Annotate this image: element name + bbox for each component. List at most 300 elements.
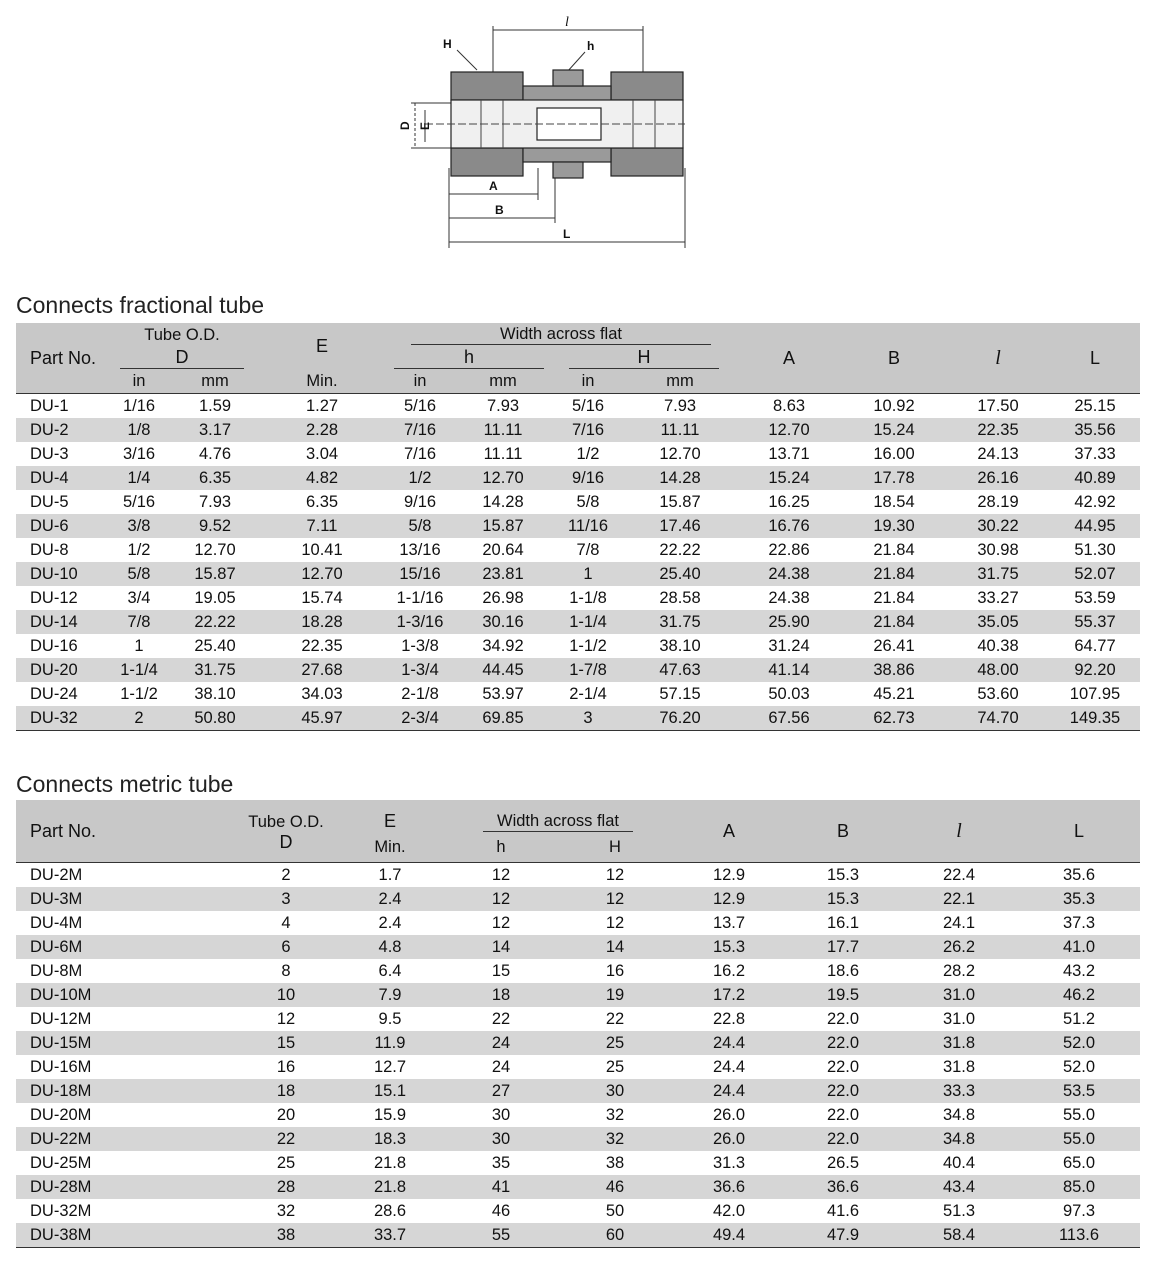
value-cell: 52.0 <box>1062 1057 1096 1076</box>
value-cell: 21.84 <box>873 588 915 607</box>
value-cell: 53.5 <box>1018 1079 1140 1103</box>
value-cell: 6 <box>236 935 336 959</box>
value-cell: 15.24 <box>736 466 842 490</box>
value-cell: 41.0 <box>1018 935 1140 959</box>
value-cell: 15.74 <box>301 588 343 607</box>
value-cell: 36.6 <box>672 1175 786 1199</box>
value-cell: 28.58 <box>659 588 701 607</box>
value-cell: 12 <box>558 887 672 911</box>
value-cell: 37.3 <box>1062 913 1096 932</box>
value-cell: 60 <box>558 1223 672 1248</box>
value-cell: 31.75 <box>172 658 258 682</box>
table-row <box>16 1223 1140 1248</box>
value-cell: 7.11 <box>258 514 386 538</box>
part-number-cell: DU-28M <box>16 1175 236 1199</box>
value-cell: 1/2 <box>576 444 600 463</box>
value-cell: 24.38 <box>768 588 810 607</box>
value-cell: 3/4 <box>127 588 151 607</box>
table-row <box>16 634 1140 658</box>
part-number-cell: DU-25M <box>30 1153 92 1172</box>
value-cell: 23.81 <box>454 562 552 586</box>
part-number-cell: DU-3 <box>30 444 69 463</box>
value-cell: 25.40 <box>624 562 736 586</box>
value-cell: 12.70 <box>659 444 701 463</box>
m-header-d: D <box>236 832 336 863</box>
value-cell: 43.4 <box>900 1175 1018 1199</box>
part-number-cell: DU-12 <box>30 588 78 607</box>
part-number-cell: DU-10M <box>16 983 236 1007</box>
value-cell: 1-3/8 <box>401 636 439 655</box>
value-cell: 1/8 <box>106 418 172 442</box>
value-cell: 26.98 <box>482 588 524 607</box>
value-cell: 47.63 <box>624 658 736 682</box>
value-cell: 3.04 <box>305 444 339 463</box>
table-row <box>16 1151 1140 1175</box>
value-cell: 12.7 <box>373 1057 407 1076</box>
value-cell: 15 <box>236 1031 336 1055</box>
metric-section-title: Connects metric tube <box>16 771 234 797</box>
table-row <box>16 394 1140 419</box>
dim-L-label: L <box>563 227 571 241</box>
value-cell: 45.97 <box>258 706 386 731</box>
value-cell: 58.4 <box>900 1223 1018 1248</box>
table-row <box>16 935 1140 959</box>
value-cell: 1.27 <box>305 396 339 415</box>
value-cell: 15.9 <box>373 1105 407 1124</box>
table-row <box>16 466 1140 490</box>
value-cell: 6.35 <box>172 466 258 490</box>
value-cell: 18.28 <box>258 610 386 634</box>
part-number-cell: DU-5 <box>30 492 69 511</box>
table-row <box>16 1199 1140 1223</box>
value-cell: 4.82 <box>258 466 386 490</box>
value-cell: 28.6 <box>373 1201 407 1220</box>
value-cell: 27 <box>444 1079 558 1103</box>
value-cell: 6.4 <box>378 961 402 980</box>
value-cell: 27.68 <box>258 658 386 682</box>
value-cell: 7/8 <box>106 610 172 634</box>
value-cell: 35.56 <box>1050 418 1140 442</box>
value-cell: 30.98 <box>977 540 1019 559</box>
value-cell: 2.4 <box>336 887 444 911</box>
table-row <box>16 490 1140 514</box>
value-cell: 15.3 <box>672 935 786 959</box>
part-number-cell: DU-1 <box>30 396 69 415</box>
value-cell: 24 <box>491 1057 511 1076</box>
dim-A-label: A <box>489 179 498 193</box>
header-d-in: in <box>106 369 172 394</box>
value-cell: 18.3 <box>336 1127 444 1151</box>
value-cell: 22.22 <box>659 540 701 559</box>
value-cell: 13.71 <box>768 444 810 463</box>
value-cell: 22.4 <box>942 865 976 884</box>
value-cell: 19 <box>558 983 672 1007</box>
table-row <box>16 1055 1140 1079</box>
value-cell: 55 <box>444 1223 558 1248</box>
value-cell: 15.24 <box>842 418 946 442</box>
part-number-cell: DU-14 <box>16 610 106 634</box>
part-number-cell: DU-4M <box>30 913 83 932</box>
value-cell: 15/16 <box>386 562 454 586</box>
value-cell: 97.3 <box>1062 1201 1096 1220</box>
value-cell: 35.05 <box>946 610 1050 634</box>
value-cell: 31.75 <box>624 610 736 634</box>
value-cell: 38 <box>236 1223 336 1248</box>
value-cell: 32 <box>558 1127 672 1151</box>
value-cell: 7/16 <box>403 444 437 463</box>
value-cell: 53.97 <box>482 684 524 703</box>
value-cell: 10 <box>236 983 336 1007</box>
value-cell: 2-1/8 <box>401 684 439 703</box>
value-cell: 30 <box>558 1079 672 1103</box>
value-cell: 34.8 <box>900 1127 1018 1151</box>
value-cell: 17.7 <box>786 935 900 959</box>
value-cell: 1-1/16 <box>396 588 444 607</box>
value-cell: 1/2 <box>127 540 151 559</box>
table-row <box>16 959 1140 983</box>
value-cell: 21.84 <box>873 540 915 559</box>
dim-E-label: E <box>418 121 432 130</box>
value-cell: 62.73 <box>842 706 946 731</box>
m-header-a: A <box>672 800 786 863</box>
value-cell: 31.0 <box>900 983 1018 1007</box>
value-cell: 3.17 <box>172 418 258 442</box>
value-cell: 21.84 <box>842 610 946 634</box>
value-cell: 9/16 <box>403 492 437 511</box>
value-cell: 2 <box>106 706 172 731</box>
part-number-cell: DU-6M <box>16 935 236 959</box>
table-row <box>16 538 1140 562</box>
value-cell: 31.8 <box>942 1057 976 1076</box>
part-number-cell: DU-38M <box>16 1223 236 1248</box>
value-cell: 74.70 <box>946 706 1050 731</box>
m-header-h-big: H <box>558 832 672 863</box>
value-cell: 26.2 <box>900 935 1018 959</box>
value-cell: 25 <box>558 1031 672 1055</box>
value-cell: 37.33 <box>1074 444 1116 463</box>
value-cell: 30 <box>491 1105 511 1124</box>
value-cell: 14 <box>558 935 672 959</box>
table-row <box>16 1103 1140 1127</box>
value-cell: 76.20 <box>624 706 736 731</box>
value-cell: 31.8 <box>900 1031 1018 1055</box>
value-cell: 55.0 <box>1018 1127 1140 1151</box>
header-e: E <box>258 323 386 369</box>
m-header-l-big: L <box>1018 800 1140 863</box>
header-d <box>106 347 258 369</box>
value-cell: 18 <box>444 983 558 1007</box>
value-cell: 45.21 <box>873 684 915 703</box>
table-row <box>16 586 1140 610</box>
value-cell: 28.19 <box>977 492 1019 511</box>
fractional-table-body <box>16 394 1140 731</box>
value-cell: 21.84 <box>842 562 946 586</box>
value-cell: 9.5 <box>378 1009 402 1028</box>
part-number-cell: DU-4 <box>16 466 106 490</box>
table-row <box>16 1007 1140 1031</box>
value-cell: 1-1/2 <box>120 684 158 703</box>
value-cell: 30.22 <box>946 514 1050 538</box>
m-header-e: E <box>336 800 444 832</box>
value-cell: 1-3/4 <box>386 658 454 682</box>
table-row <box>16 418 1140 442</box>
value-cell: 51.2 <box>1062 1009 1096 1028</box>
value-cell: 3/16 <box>122 444 156 463</box>
table-row <box>16 658 1140 682</box>
value-cell: 1 <box>134 636 144 655</box>
value-cell: 22.0 <box>826 1057 860 1076</box>
header-e-min: Min. <box>258 369 386 394</box>
value-cell: 19.5 <box>786 983 900 1007</box>
value-cell: 35.3 <box>1018 887 1140 911</box>
header-l-big: L <box>1050 323 1140 394</box>
value-cell: 31.24 <box>768 636 810 655</box>
header-h-small <box>386 347 552 369</box>
value-cell: 48.00 <box>946 658 1050 682</box>
value-cell: 41.14 <box>736 658 842 682</box>
value-cell: 1-1/4 <box>552 610 624 634</box>
value-cell: 1.59 <box>198 396 232 415</box>
header-h-big <box>552 347 736 369</box>
table-row <box>16 887 1140 911</box>
value-cell: 22.22 <box>172 610 258 634</box>
value-cell: 15.3 <box>826 865 860 884</box>
value-cell: 46 <box>558 1175 672 1199</box>
m-header-l-small: l <box>900 800 1018 863</box>
header-h-small-label: h <box>394 347 544 369</box>
value-cell: 9.52 <box>172 514 258 538</box>
union-fitting-diagram <box>385 8 705 258</box>
value-cell: 31.3 <box>712 1153 746 1172</box>
value-cell: 24.1 <box>942 913 976 932</box>
value-cell: 34.03 <box>301 684 343 703</box>
part-number-cell: DU-2M <box>30 865 83 884</box>
m-header-part-no: Part No. <box>16 800 236 863</box>
value-cell: 46.2 <box>1018 983 1140 1007</box>
value-cell: 19.30 <box>842 514 946 538</box>
value-cell: 22.0 <box>786 1079 900 1103</box>
value-cell: 149.35 <box>1050 706 1140 731</box>
value-cell: 15.1 <box>336 1079 444 1103</box>
header-d-mm: mm <box>172 369 258 394</box>
value-cell: 7.93 <box>198 492 232 511</box>
table-row <box>16 562 1140 586</box>
value-cell: 11.11 <box>483 444 523 463</box>
header-H-in: in <box>552 369 624 394</box>
value-cell: 14.28 <box>624 466 736 490</box>
value-cell: 24.4 <box>672 1079 786 1103</box>
value-cell: 12.70 <box>454 466 552 490</box>
value-cell: 22.35 <box>946 418 1050 442</box>
value-cell: 22.0 <box>786 1031 900 1055</box>
value-cell: 50.03 <box>768 684 810 703</box>
part-number-cell: DU-8 <box>30 540 69 559</box>
value-cell: 55.0 <box>1062 1105 1096 1124</box>
value-cell: 2-3/4 <box>386 706 454 731</box>
value-cell: 26.41 <box>873 636 915 655</box>
value-cell: 57.15 <box>659 684 701 703</box>
value-cell: 20 <box>276 1105 296 1124</box>
value-cell: 40.4 <box>942 1153 976 1172</box>
value-cell: 41.6 <box>826 1201 860 1220</box>
value-cell: 30 <box>444 1127 558 1151</box>
table-row <box>16 514 1140 538</box>
table-row <box>16 1079 1140 1103</box>
metric-table-body <box>16 863 1140 1248</box>
value-cell: 12 <box>276 1009 296 1028</box>
value-cell: 9/16 <box>552 466 624 490</box>
part-number-cell: DU-18M <box>16 1079 236 1103</box>
fractional-section-title: Connects fractional tube <box>16 292 265 318</box>
value-cell: 40.38 <box>977 636 1019 655</box>
header-width-across-flat <box>386 323 736 347</box>
dim-B-label: B <box>495 203 504 217</box>
value-cell: 34.8 <box>942 1105 976 1124</box>
value-cell: 41 <box>444 1175 558 1199</box>
value-cell: 2-1/4 <box>569 684 607 703</box>
value-cell: 8 <box>281 961 291 980</box>
value-cell: 42.92 <box>1074 492 1116 511</box>
value-cell: 11.11 <box>454 418 552 442</box>
value-cell: 52.0 <box>1018 1031 1140 1055</box>
value-cell: 12 <box>444 887 558 911</box>
value-cell: 1/16 <box>122 396 156 415</box>
value-cell: 22 <box>605 1009 625 1028</box>
value-cell: 6.35 <box>305 492 339 511</box>
value-cell: 12.9 <box>712 865 746 884</box>
value-cell: 24.38 <box>736 562 842 586</box>
metric-tube-table <box>16 800 1140 1248</box>
value-cell: 15.3 <box>786 887 900 911</box>
value-cell: 13/16 <box>399 540 441 559</box>
value-cell: 38.10 <box>659 636 701 655</box>
value-cell: 22 <box>491 1009 511 1028</box>
header-tube-od-label: Tube O.D. <box>144 325 220 344</box>
part-number-cell: DU-32M <box>30 1201 92 1220</box>
value-cell: 22.0 <box>826 1009 860 1028</box>
value-cell: 25 <box>276 1153 296 1172</box>
value-cell: 43.2 <box>1062 961 1096 980</box>
value-cell: 4.8 <box>336 935 444 959</box>
value-cell: 35.6 <box>1062 865 1096 884</box>
value-cell: 22.1 <box>900 887 1018 911</box>
part-number-cell: DU-24 <box>30 684 78 703</box>
value-cell: 16.1 <box>826 913 860 932</box>
value-cell: 2.4 <box>378 913 402 932</box>
value-cell: 26.0 <box>712 1105 746 1124</box>
table-row <box>16 1175 1140 1199</box>
value-cell: 12.70 <box>258 562 386 586</box>
value-cell: 11.9 <box>336 1031 444 1055</box>
value-cell: 15.87 <box>454 514 552 538</box>
value-cell: 30.16 <box>454 610 552 634</box>
value-cell: 34.92 <box>482 636 524 655</box>
table-row <box>16 706 1140 731</box>
value-cell: 31.0 <box>942 1009 976 1028</box>
value-cell: 51.30 <box>1074 540 1116 559</box>
value-cell: 92.20 <box>1050 658 1140 682</box>
value-cell: 33.3 <box>900 1079 1018 1103</box>
header-tube-od <box>106 323 258 347</box>
part-number-cell: DU-10 <box>16 562 106 586</box>
value-cell: 38.10 <box>194 684 236 703</box>
value-cell: 1.7 <box>378 865 402 884</box>
value-cell: 1-3/16 <box>386 610 454 634</box>
value-cell: 5/16 <box>403 396 437 415</box>
value-cell: 12 <box>605 865 625 884</box>
value-cell: 50 <box>605 1201 625 1220</box>
value-cell: 53.60 <box>977 684 1019 703</box>
value-cell: 1/4 <box>106 466 172 490</box>
value-cell: 15.87 <box>659 492 701 511</box>
value-cell: 69.85 <box>454 706 552 731</box>
value-cell: 17.50 <box>977 396 1019 415</box>
value-cell: 5/16 <box>571 396 605 415</box>
value-cell: 14.28 <box>482 492 524 511</box>
dim-h-label: h <box>587 39 595 53</box>
value-cell: 10.92 <box>873 396 915 415</box>
fractional-tube-table <box>16 323 1140 731</box>
value-cell: 5/8 <box>386 514 454 538</box>
value-cell: 11/16 <box>552 514 624 538</box>
part-number-cell: DU-20M <box>30 1105 92 1124</box>
value-cell: 50.80 <box>172 706 258 731</box>
value-cell: 22 <box>236 1127 336 1151</box>
value-cell: 25.40 <box>194 636 236 655</box>
value-cell: 12.70 <box>194 540 236 559</box>
dim-l-label: l <box>565 15 569 30</box>
value-cell: 4.76 <box>198 444 232 463</box>
value-cell: 26.16 <box>946 466 1050 490</box>
part-number-cell: DU-22M <box>16 1127 236 1151</box>
header-h-big-label: H <box>569 347 719 369</box>
value-cell: 19.05 <box>194 588 236 607</box>
value-cell: 5/8 <box>106 562 172 586</box>
value-cell: 1-1/2 <box>569 636 607 655</box>
value-cell: 28 <box>236 1175 336 1199</box>
value-cell: 32 <box>276 1201 296 1220</box>
value-cell: 24.4 <box>672 1031 786 1055</box>
value-cell: 24.13 <box>977 444 1019 463</box>
value-cell: 22.0 <box>786 1127 900 1151</box>
value-cell: 22.0 <box>826 1105 860 1124</box>
value-cell: 25 <box>605 1057 625 1076</box>
value-cell: 7/16 <box>552 418 624 442</box>
value-cell: 3/8 <box>106 514 172 538</box>
value-cell: 16.25 <box>768 492 810 511</box>
value-cell: 10.41 <box>301 540 343 559</box>
part-number-cell: DU-20 <box>16 658 106 682</box>
value-cell: 67.56 <box>736 706 842 731</box>
value-cell: 7/16 <box>386 418 454 442</box>
table-row <box>16 1127 1140 1151</box>
value-cell: 7.93 <box>486 396 520 415</box>
value-cell: 15 <box>491 961 511 980</box>
header-width-across-flat-label: Width across flat <box>411 325 711 345</box>
value-cell: 20.64 <box>482 540 524 559</box>
value-cell: 16.00 <box>873 444 915 463</box>
part-number-cell: DU-12M <box>30 1009 92 1028</box>
value-cell: 3 <box>236 887 336 911</box>
value-cell: 7.9 <box>336 983 444 1007</box>
value-cell: 12 <box>491 865 511 884</box>
header-b: B <box>842 323 946 394</box>
part-number-cell: DU-3M <box>16 887 236 911</box>
header-d-label: D <box>120 347 244 369</box>
value-cell: 52.07 <box>1050 562 1140 586</box>
value-cell: 15.87 <box>172 562 258 586</box>
m-header-tube-od: Tube O.D. <box>236 800 336 832</box>
